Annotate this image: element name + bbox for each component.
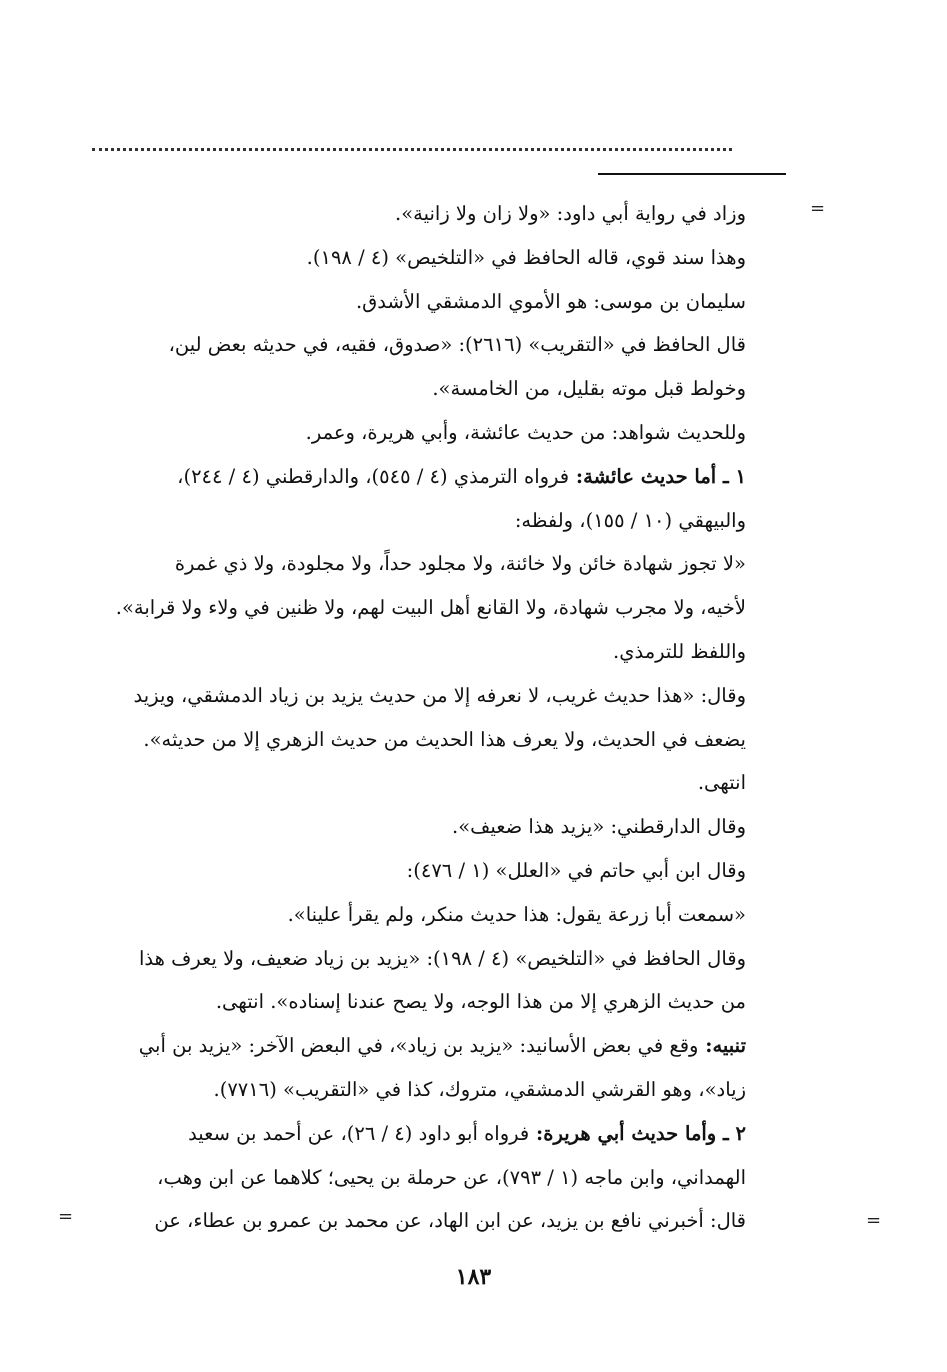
text-line: [88, 1199, 746, 1243]
line-heading: ٢ ـ وأما حديث أبي هريرة:: [529, 1121, 746, 1145]
line-text: وقال ابن أبي حاتم في «العلل» (١ / ٤٧٦):: [406, 858, 746, 882]
line-text: واللفظ للترمذي.: [613, 639, 746, 663]
line-text: لأخيه، ولا مجرب شهادة، ولا القانع أهل البيت لهم، ولا ظنين في ولاء ولا قرابة».: [115, 596, 746, 620]
header-dotted-rule: [92, 148, 732, 151]
text-line: [88, 1156, 746, 1200]
text-line: [88, 192, 746, 236]
line-text: وقع في بعض الأسانيد: «يزيد بن زياد»، في البعض الآخر: «يزيد بن أبي: [138, 1034, 699, 1058]
line-text: زياد»، وهو القرشي الدمشقي، متروك، كذا في «التقريب» (٧٧١٦).: [213, 1077, 746, 1101]
line-text: «سمعت أبا زرعة يقول: هذا حديث منكر، ولم يقرأ علينا».: [287, 902, 746, 926]
text-line: [88, 1068, 746, 1112]
line-text: سليمان بن موسى: هو الأموي الدمشقي الأشدق.: [355, 289, 746, 313]
footnote-separator-rule: [598, 173, 786, 175]
text-line: [88, 411, 746, 455]
text-line: [88, 367, 746, 411]
text-line: [88, 937, 746, 981]
line-text: يضعف في الحديث، ولا يعرف هذا الحديث من حديث الزهري إلا من حديثه».: [143, 727, 746, 751]
text-line: [88, 630, 746, 674]
line-text: وخولط قبل موته بقليل، من الخامسة».: [432, 377, 746, 401]
text-line: [88, 586, 746, 630]
line-text: فرواه أبو داود (٤ / ٢٦)، عن أحمد بن سعيد: [188, 1121, 530, 1145]
text-line: [88, 980, 746, 1024]
footnote-text-block: [88, 192, 746, 1243]
line-text: قال: أخبرني نافع بن يزيد، عن ابن الهاد، عن محمد بن عمرو بن عطاء، عن: [154, 1209, 746, 1233]
line-text: والبيهقي (١٠ / ١٥٥)، ولفظه:: [514, 508, 746, 532]
text-line: [88, 718, 746, 762]
line-heading: ١ ـ أما حديث عائشة:: [569, 464, 746, 488]
line-text: فرواه الترمذي (٤ / ٥٤٥)، والدارقطني (٤ / ٢٤٤)،: [177, 464, 570, 488]
line-text: قال الحافظ في «التقريب» (٢٦١٦): «صدوق، فقيه، في حديثه بعض لين،: [168, 333, 746, 357]
line-text: «لا تجوز شهادة خائن ولا خائنة، ولا مجلود حداً، ولا مجلودة، ولا ذي غمرة: [174, 552, 746, 576]
continuation-mark-bottom-left: =: [58, 1206, 74, 1227]
continuation-mark-bottom-right: =: [866, 1210, 882, 1231]
line-text: وقال: «هذا حديث غريب، لا نعرفه إلا من حديث يزيد بن زياد الدمشقي، ويزيد: [133, 683, 746, 707]
line-text: وقال الدارقطني: «يزيد هذا ضعيف».: [452, 815, 746, 839]
text-line: [88, 1112, 746, 1156]
line-text: الهمداني، وابن ماجه (١ / ٧٩٣)، عن حرملة بن يحيى؛ كلاهما عن ابن وهب،: [157, 1165, 746, 1189]
text-line: [88, 236, 746, 280]
continuation-mark-top: =: [810, 198, 826, 219]
line-heading: تنبيه:: [698, 1034, 746, 1058]
text-line: [88, 674, 746, 718]
line-text: وقال الحافظ في «التلخيص» (٤ / ١٩٨): «يزيد بن زياد ضعيف، ولا يعرف هذا: [138, 946, 746, 970]
text-line: [88, 455, 746, 499]
line-text: وللحديث شواهد: من حديث عائشة، وأبي هريرة، وعمر.: [305, 420, 746, 444]
text-line: [88, 499, 746, 543]
text-line: [88, 280, 746, 324]
line-text: وزاد في رواية أبي داود: «ولا زان ولا زانية».: [395, 202, 746, 225]
text-line: [88, 542, 746, 586]
text-line: [88, 893, 746, 937]
line-text: انتهى.: [697, 771, 746, 795]
text-line: [88, 1024, 746, 1068]
text-line: [88, 805, 746, 849]
line-text: وهذا سند قوي، قاله الحافظ في «التلخيص» (٤ / ١٩٨).: [306, 245, 746, 269]
line-text: من حديث الزهري إلا من هذا الوجه، ولا يصح عندنا إسناده». انتهى.: [215, 990, 746, 1014]
text-line: [88, 849, 746, 893]
text-line: [88, 761, 746, 805]
page-number: ١٨٣: [455, 1264, 492, 1290]
text-line: [88, 323, 746, 367]
